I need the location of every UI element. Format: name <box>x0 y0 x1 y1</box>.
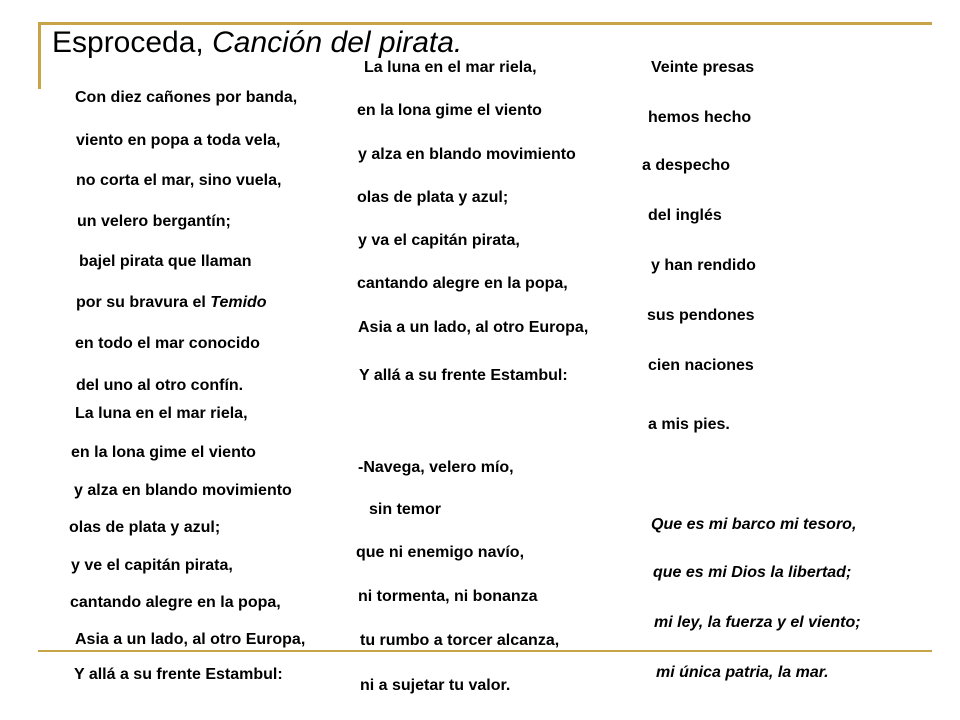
verse-line: -Navega, velero mío, <box>358 459 514 476</box>
verse-line: y alza en blando movimiento <box>74 482 292 499</box>
verse-italic: Temido <box>210 294 267 311</box>
verse-line: que es mi Dios la libertad; <box>653 564 852 581</box>
verse-line: Con diez cañones por banda, <box>75 89 298 106</box>
verse-line: tu rumbo a torcer alcanza, <box>360 632 560 649</box>
verse-line: en la lona gime el viento <box>71 444 256 461</box>
verse-line: que ni enemigo navío, <box>356 544 525 561</box>
verse-line: mi ley, la fuerza y el viento; <box>654 614 861 631</box>
verse-line: viento en popa a toda vela, <box>76 132 281 149</box>
verse-line: ni tormenta, ni bonanza <box>358 588 538 605</box>
title-work: Canción del pirata. <box>212 26 463 59</box>
verse-line: Que es mi barco mi tesoro, <box>651 516 857 533</box>
title-author: Esproceda, <box>52 26 204 59</box>
verse-line: no corta el mar, sino vuela, <box>76 172 282 189</box>
verse-line: olas de plata y azul; <box>69 519 221 536</box>
slide-title <box>52 26 462 60</box>
verse-line: y ve el capitán pirata, <box>71 557 233 574</box>
verse-line: en la lona gime el viento <box>357 102 542 119</box>
verse-line: cantando alegre en la popa, <box>357 275 568 292</box>
verse-line: en todo el mar conocido <box>75 335 260 352</box>
verse-line <box>76 293 267 313</box>
left-rule <box>38 22 41 89</box>
verse-line: a mis pies. <box>648 416 730 433</box>
verse-line: un velero bergantín; <box>77 213 231 230</box>
verse-line: mi única patria, la mar. <box>656 664 829 681</box>
verse-line: bajel pirata que llaman <box>79 253 252 270</box>
verse-line: Asia a un lado, al otro Europa, <box>358 319 589 336</box>
verse-line: Y allá a su frente Estambul: <box>74 666 283 683</box>
verse-line: del inglés <box>648 207 722 224</box>
verse-line: Y allá a su frente Estambul: <box>359 367 568 384</box>
verse-line: cien naciones <box>648 357 754 374</box>
verse-line: a despecho <box>642 157 731 174</box>
verse-line: ni a sujetar tu valor. <box>360 677 511 694</box>
verse-line: Asia a un lado, al otro Europa, <box>75 631 306 648</box>
verse-line: Veinte presas <box>651 59 755 76</box>
verse-line: del uno al otro confín. <box>76 377 244 394</box>
verse-line: olas de plata y azul; <box>357 189 509 206</box>
verse-line: La luna en el mar riela, <box>75 405 248 422</box>
verse-line: sus pendones <box>647 307 755 324</box>
verse-line: y han rendido <box>651 257 756 274</box>
verse-line: hemos hecho <box>648 109 752 126</box>
verse-line: sin temor <box>369 501 442 518</box>
verse-line: La luna en el mar riela, <box>364 59 537 76</box>
verse-line: cantando alegre en la popa, <box>70 594 281 611</box>
verse-line: y va el capitán pirata, <box>358 232 520 249</box>
top-rule <box>38 22 932 25</box>
verse-line: y alza en blando movimiento <box>358 146 576 163</box>
verse-text: por su bravura el <box>76 294 206 311</box>
